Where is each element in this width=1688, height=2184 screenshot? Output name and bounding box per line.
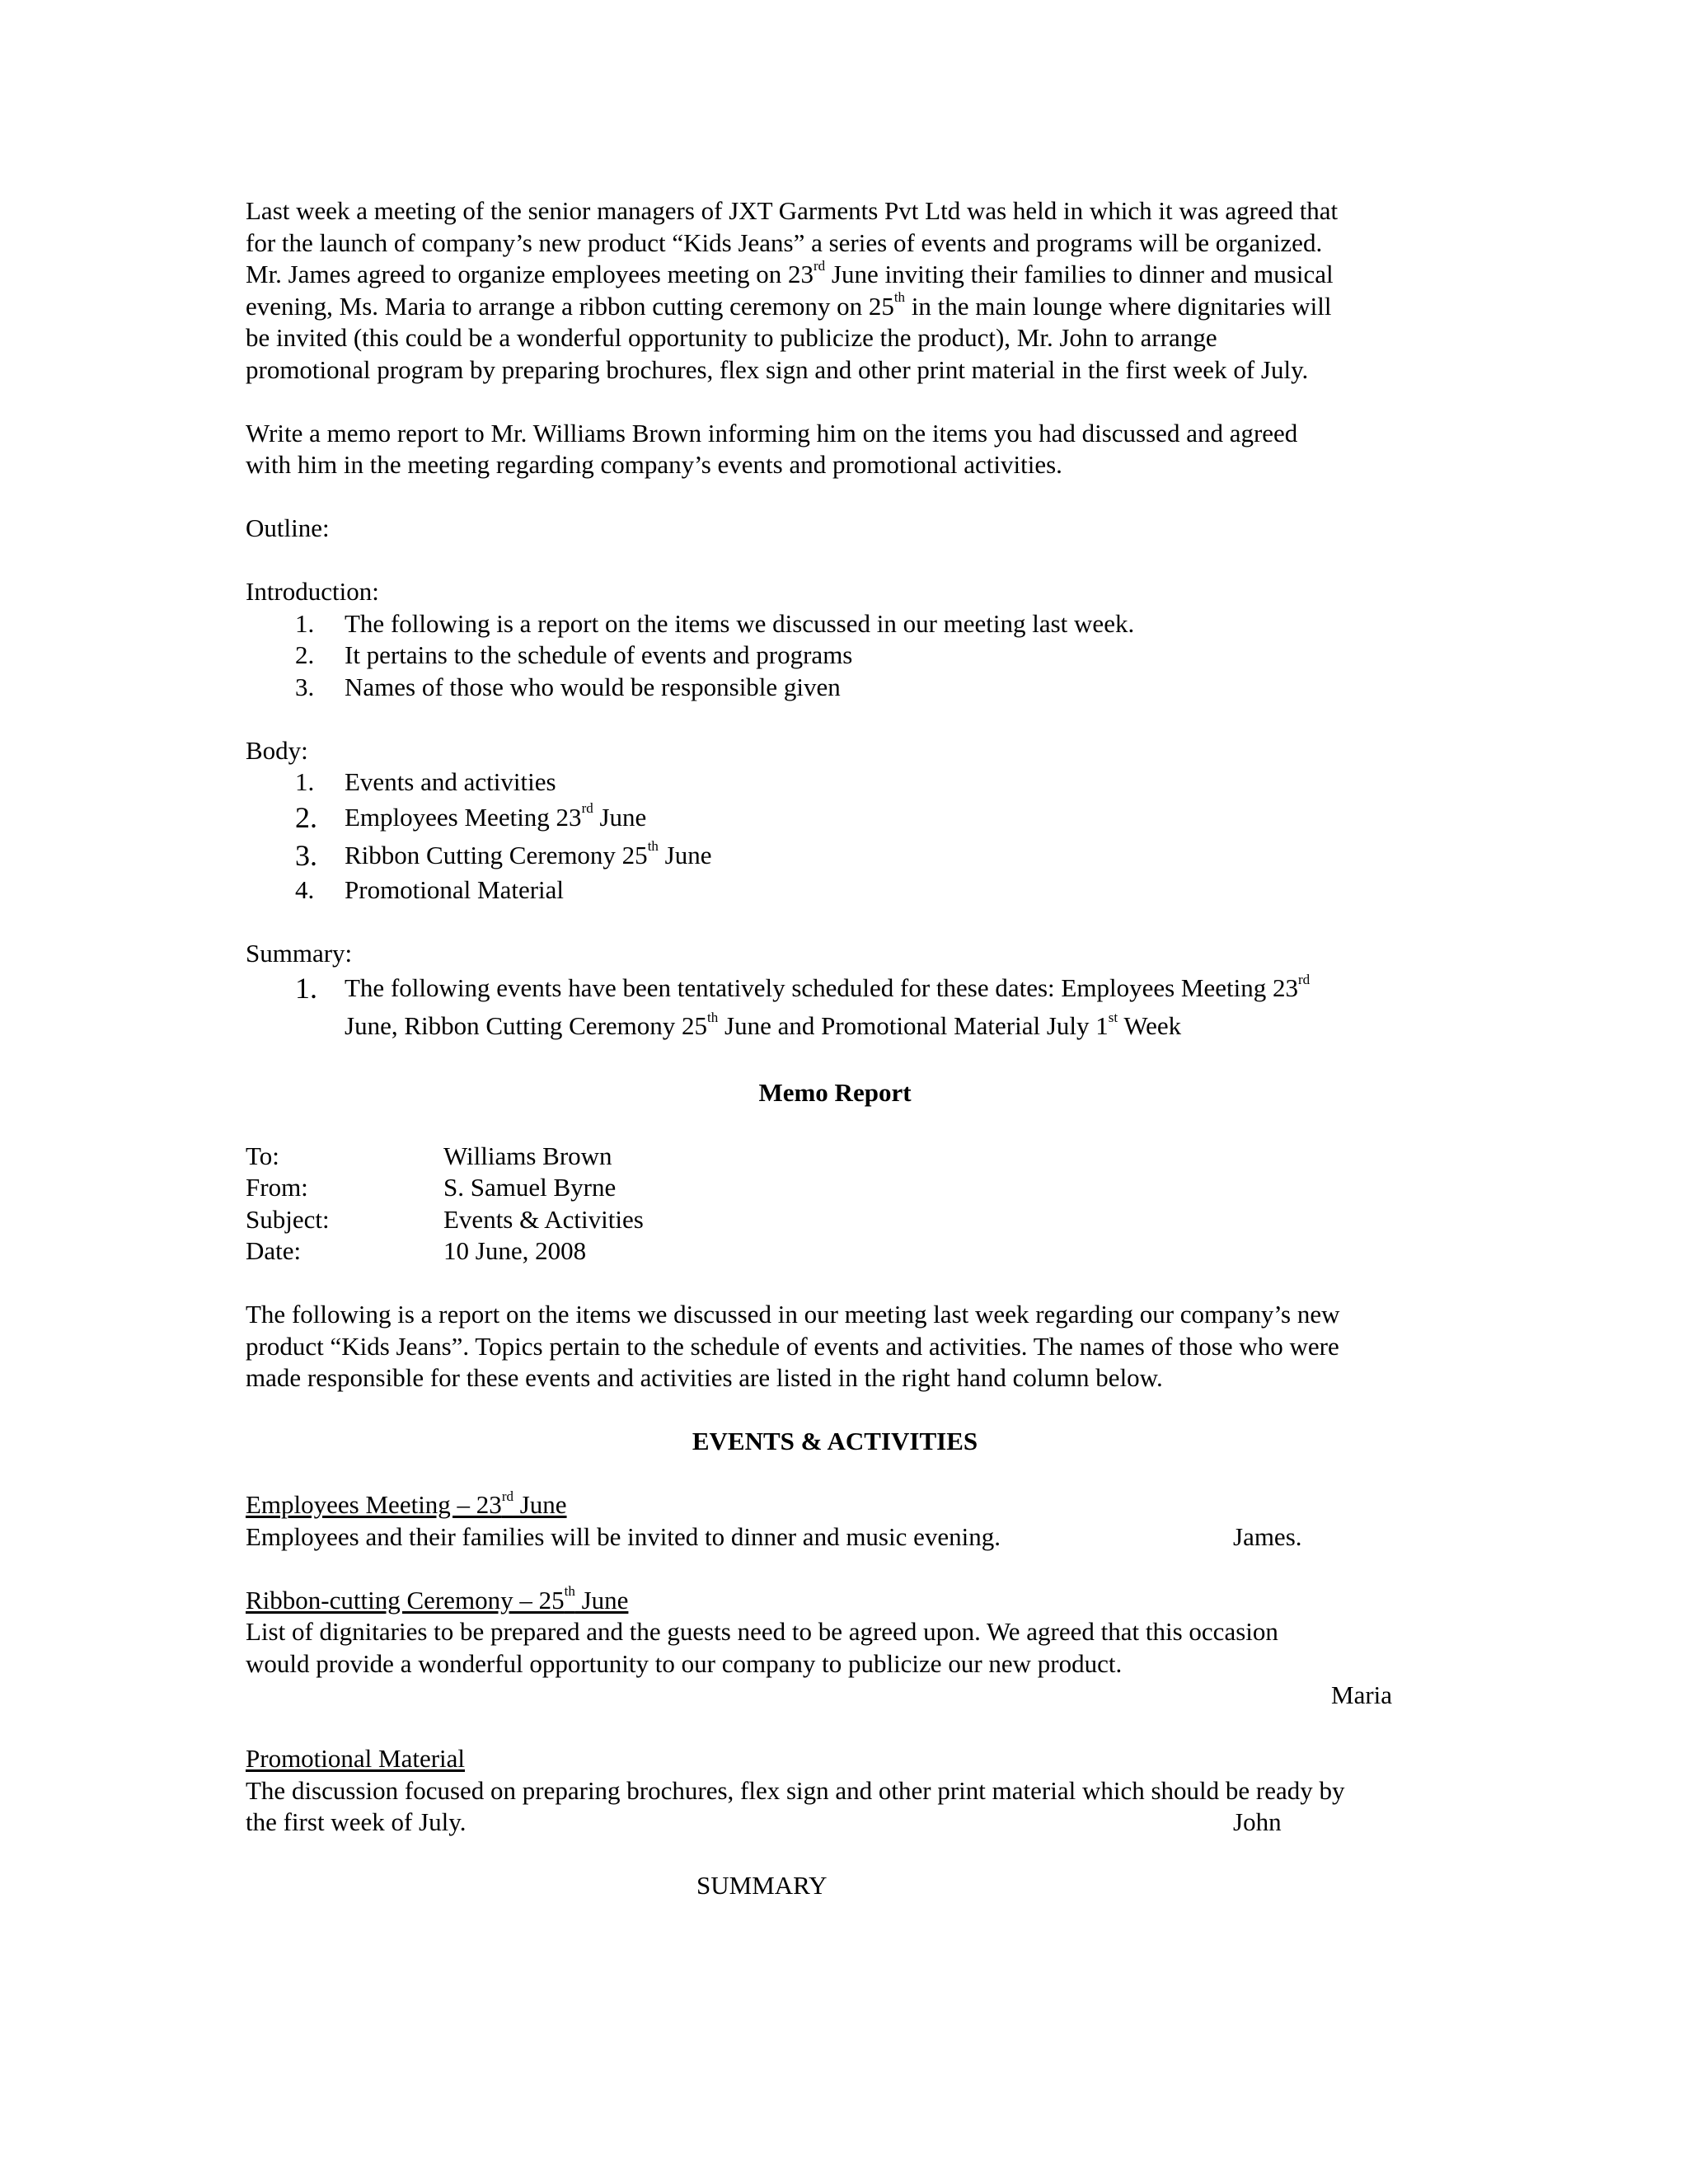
event-description: would provide a wonderful opportunity to our company to publicize our new product. [246,1648,1123,1678]
memo-subject-label: Subject: [246,1204,330,1234]
intro-line: evening, Ms. Maria to arrange a ribbon cutting ceremony on 25th in the main lounge where dignitaries will [246,289,1332,321]
responsible-row [246,1680,1424,1712]
memo-subject-value: Events & Activities [443,1204,644,1234]
memo-title: Memo Report [758,1077,912,1107]
introduction-list [246,608,1424,704]
intro-line: Mr. James agreed to organize employees meeting on 23rd June inviting their families to dinner and musical [246,257,1334,288]
intro-line: be invited (this could be a wonderful opportunity to publicize the product), Mr. John to arrange [246,323,1217,352]
event-description: Employees and their families will be invited to dinner and music evening. James. [246,1521,1424,1554]
list-item: 2. It pertains to the schedule of events and programs [295,640,853,669]
memo-subject-row [246,1204,644,1236]
list-item: 1. The following is a report on the items we discussed in our meeting last week. [295,608,1135,638]
list-item: 2. Employees Meeting 23rd June [295,800,647,834]
event-ribbon-cutting [246,1585,1424,1712]
memo-to-label: To: [246,1141,279,1170]
memo-date-label: Date: [246,1236,302,1265]
task-paragraph [246,418,1424,481]
intro-paragraph [246,195,1424,386]
memo-from-label: From: [246,1173,308,1202]
event-description: The discussion focused on preparing brochures, flex sign and other print material which should be ready by [246,1775,1345,1805]
event-description: List of dignitaries to be prepared and the guests need to be agreed upon. We agreed that this occasion [246,1617,1278,1646]
list-item: 1. Events and activities [295,767,556,796]
event-heading: Employees Meeting – 23rd June [246,1488,567,1519]
summary-title: SUMMARY [696,1871,828,1900]
responsible-person: John [1233,1807,1282,1836]
events-title: EVENTS & ACTIVITIES [692,1427,978,1455]
memo-intro-line: made responsible for these events and activities are listed in the right hand column below. [246,1363,1163,1392]
memo-from-value: S. Samuel Byrne [443,1173,617,1202]
event-description: the first week of July. John [246,1807,1424,1839]
intro-line: promotional program by preparing brochures, flex sign and other print material in the first week of July. [246,354,1309,384]
event-heading: Promotional Material [246,1744,466,1773]
memo-to-row [246,1141,644,1173]
list-item: 3. Names of those who would be responsible given [295,672,841,701]
memo-intro-line: The following is a report on the items we discussed in our meeting last week regarding our company’s new [246,1300,1340,1329]
event-employees-meeting [246,1489,1424,1553]
list-item: 4. Promotional Material [295,874,565,904]
memo-to-value: Williams Brown [443,1141,612,1170]
summary-label: Summary: [246,938,353,968]
task-line: Write a memo report to Mr. Williams Brown informing him on the items you had discussed and agreed [246,418,1298,448]
body-label: Body: [246,735,308,765]
responsible-person: James. [1233,1521,1302,1551]
body-list [246,766,1424,906]
intro-line: for the launch of company’s new product “Kids Jeans” a series of events and programs will be organized. [246,227,1323,257]
memo-intro-paragraph [246,1299,1424,1394]
event-promotional-material [246,1743,1424,1839]
event-heading: Ribbon-cutting Ceremony – 25th June [246,1583,629,1615]
document-page [246,195,1424,1902]
memo-intro-line: product “Kids Jeans”. Topics pertain to the schedule of events and activities. The names of those who were [246,1331,1339,1361]
memo-date-row [246,1235,644,1268]
outline-label: Outline: [246,513,330,542]
summary-list [246,969,1424,1045]
list-item: 3. Ribbon Cutting Ceremony 25th June [295,838,712,872]
task-line: with him in the meeting regarding company’s events and promotional activities. [246,450,1062,479]
memo-date-value: 10 June, 2008 [443,1236,587,1265]
memo-from-row [246,1172,644,1204]
responsible-person: Maria [1331,1680,1393,1709]
memo-header [246,1141,644,1268]
intro-line: Last week a meeting of the senior managers of JXT Garments Pvt Ltd was held in which it was agreed that [246,196,1339,225]
introduction-label: Introduction: [246,577,379,606]
list-item: 1. The following events have been tentatively scheduled for these dates: Employees Meeting 23rd June, Ribbon Cutting Ceremony 25th June and Promotional Material July 1st Week [295,971,1311,1040]
